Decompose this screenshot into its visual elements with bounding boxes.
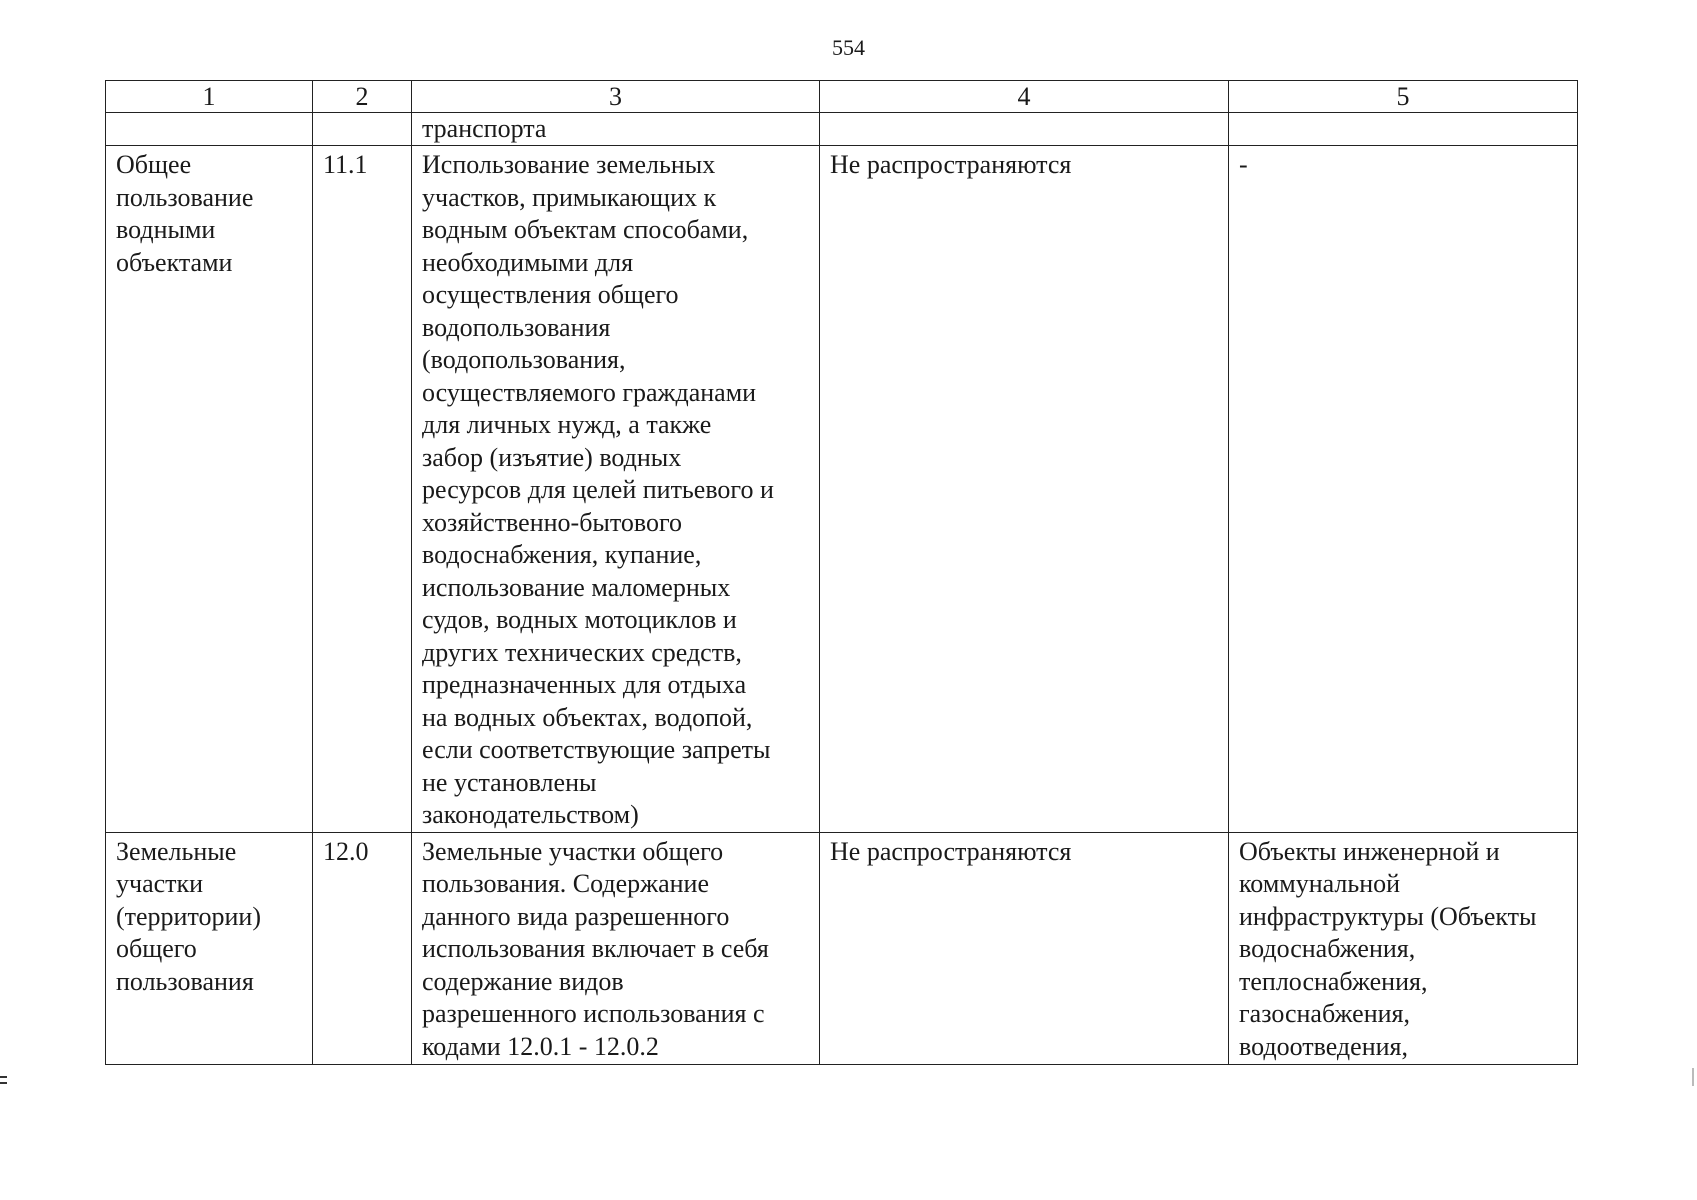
cell-name: Общее пользование водными объектами <box>106 146 313 833</box>
scan-edge-mark <box>0 1076 7 1078</box>
cell-auxiliary <box>1229 113 1578 146</box>
scan-edge-mark <box>1692 1068 1694 1086</box>
cell-auxiliary: Объекты инженерной и коммунальной инфраструктуры (Объекты водоснабжения, теплоснабжения, газоснабжения, водоотведения, <box>1229 832 1578 1064</box>
cell-description: транспорта <box>412 113 820 146</box>
cell-description: Земельные участки общего пользования. Содержание данного вида разрешенного использования включает в себя содержание видов разрешенного использования с кодами 12.0.1 - 12.0.2 <box>412 832 820 1064</box>
table-row-continuation <box>106 113 1578 146</box>
column-header-5: 5 <box>1229 81 1578 113</box>
cell-code: 11.1 <box>313 146 412 833</box>
column-header-4: 4 <box>820 81 1229 113</box>
table-row <box>106 832 1578 1064</box>
scan-edge-mark <box>0 1082 7 1084</box>
column-header-3: 3 <box>412 81 820 113</box>
table-row <box>106 146 1578 833</box>
cell-name: Земельные участки (территории) общего пользования <box>106 832 313 1064</box>
cell-params <box>820 113 1229 146</box>
cell-auxiliary: - <box>1229 146 1578 833</box>
cell-code <box>313 113 412 146</box>
cell-code: 12.0 <box>313 832 412 1064</box>
cell-name <box>106 113 313 146</box>
header-row <box>106 81 1578 113</box>
column-header-2: 2 <box>313 81 412 113</box>
cell-params: Не распространяются <box>820 146 1229 833</box>
column-header-1: 1 <box>106 81 313 113</box>
page-number: 554 <box>832 35 865 60</box>
cell-description: Использование земельных участков, примыкающих к водным объектам способами, необходимыми для осуществления общего водопользования (водопользования, осуществляемого гражданами для личных нужд, а также забор (изъятие) водных ресурсов для целей питьевого и хозяйственно-бытового водоснабжения, купание, использование маломерных судов, водных мотоциклов и других технических средств, предназначенных для отдыха на водных объектах, водопой, если соответствующие запреты не установлены законодательством) <box>412 146 820 833</box>
cell-params: Не распространяются <box>820 832 1229 1064</box>
zoning-table <box>105 80 1578 1065</box>
